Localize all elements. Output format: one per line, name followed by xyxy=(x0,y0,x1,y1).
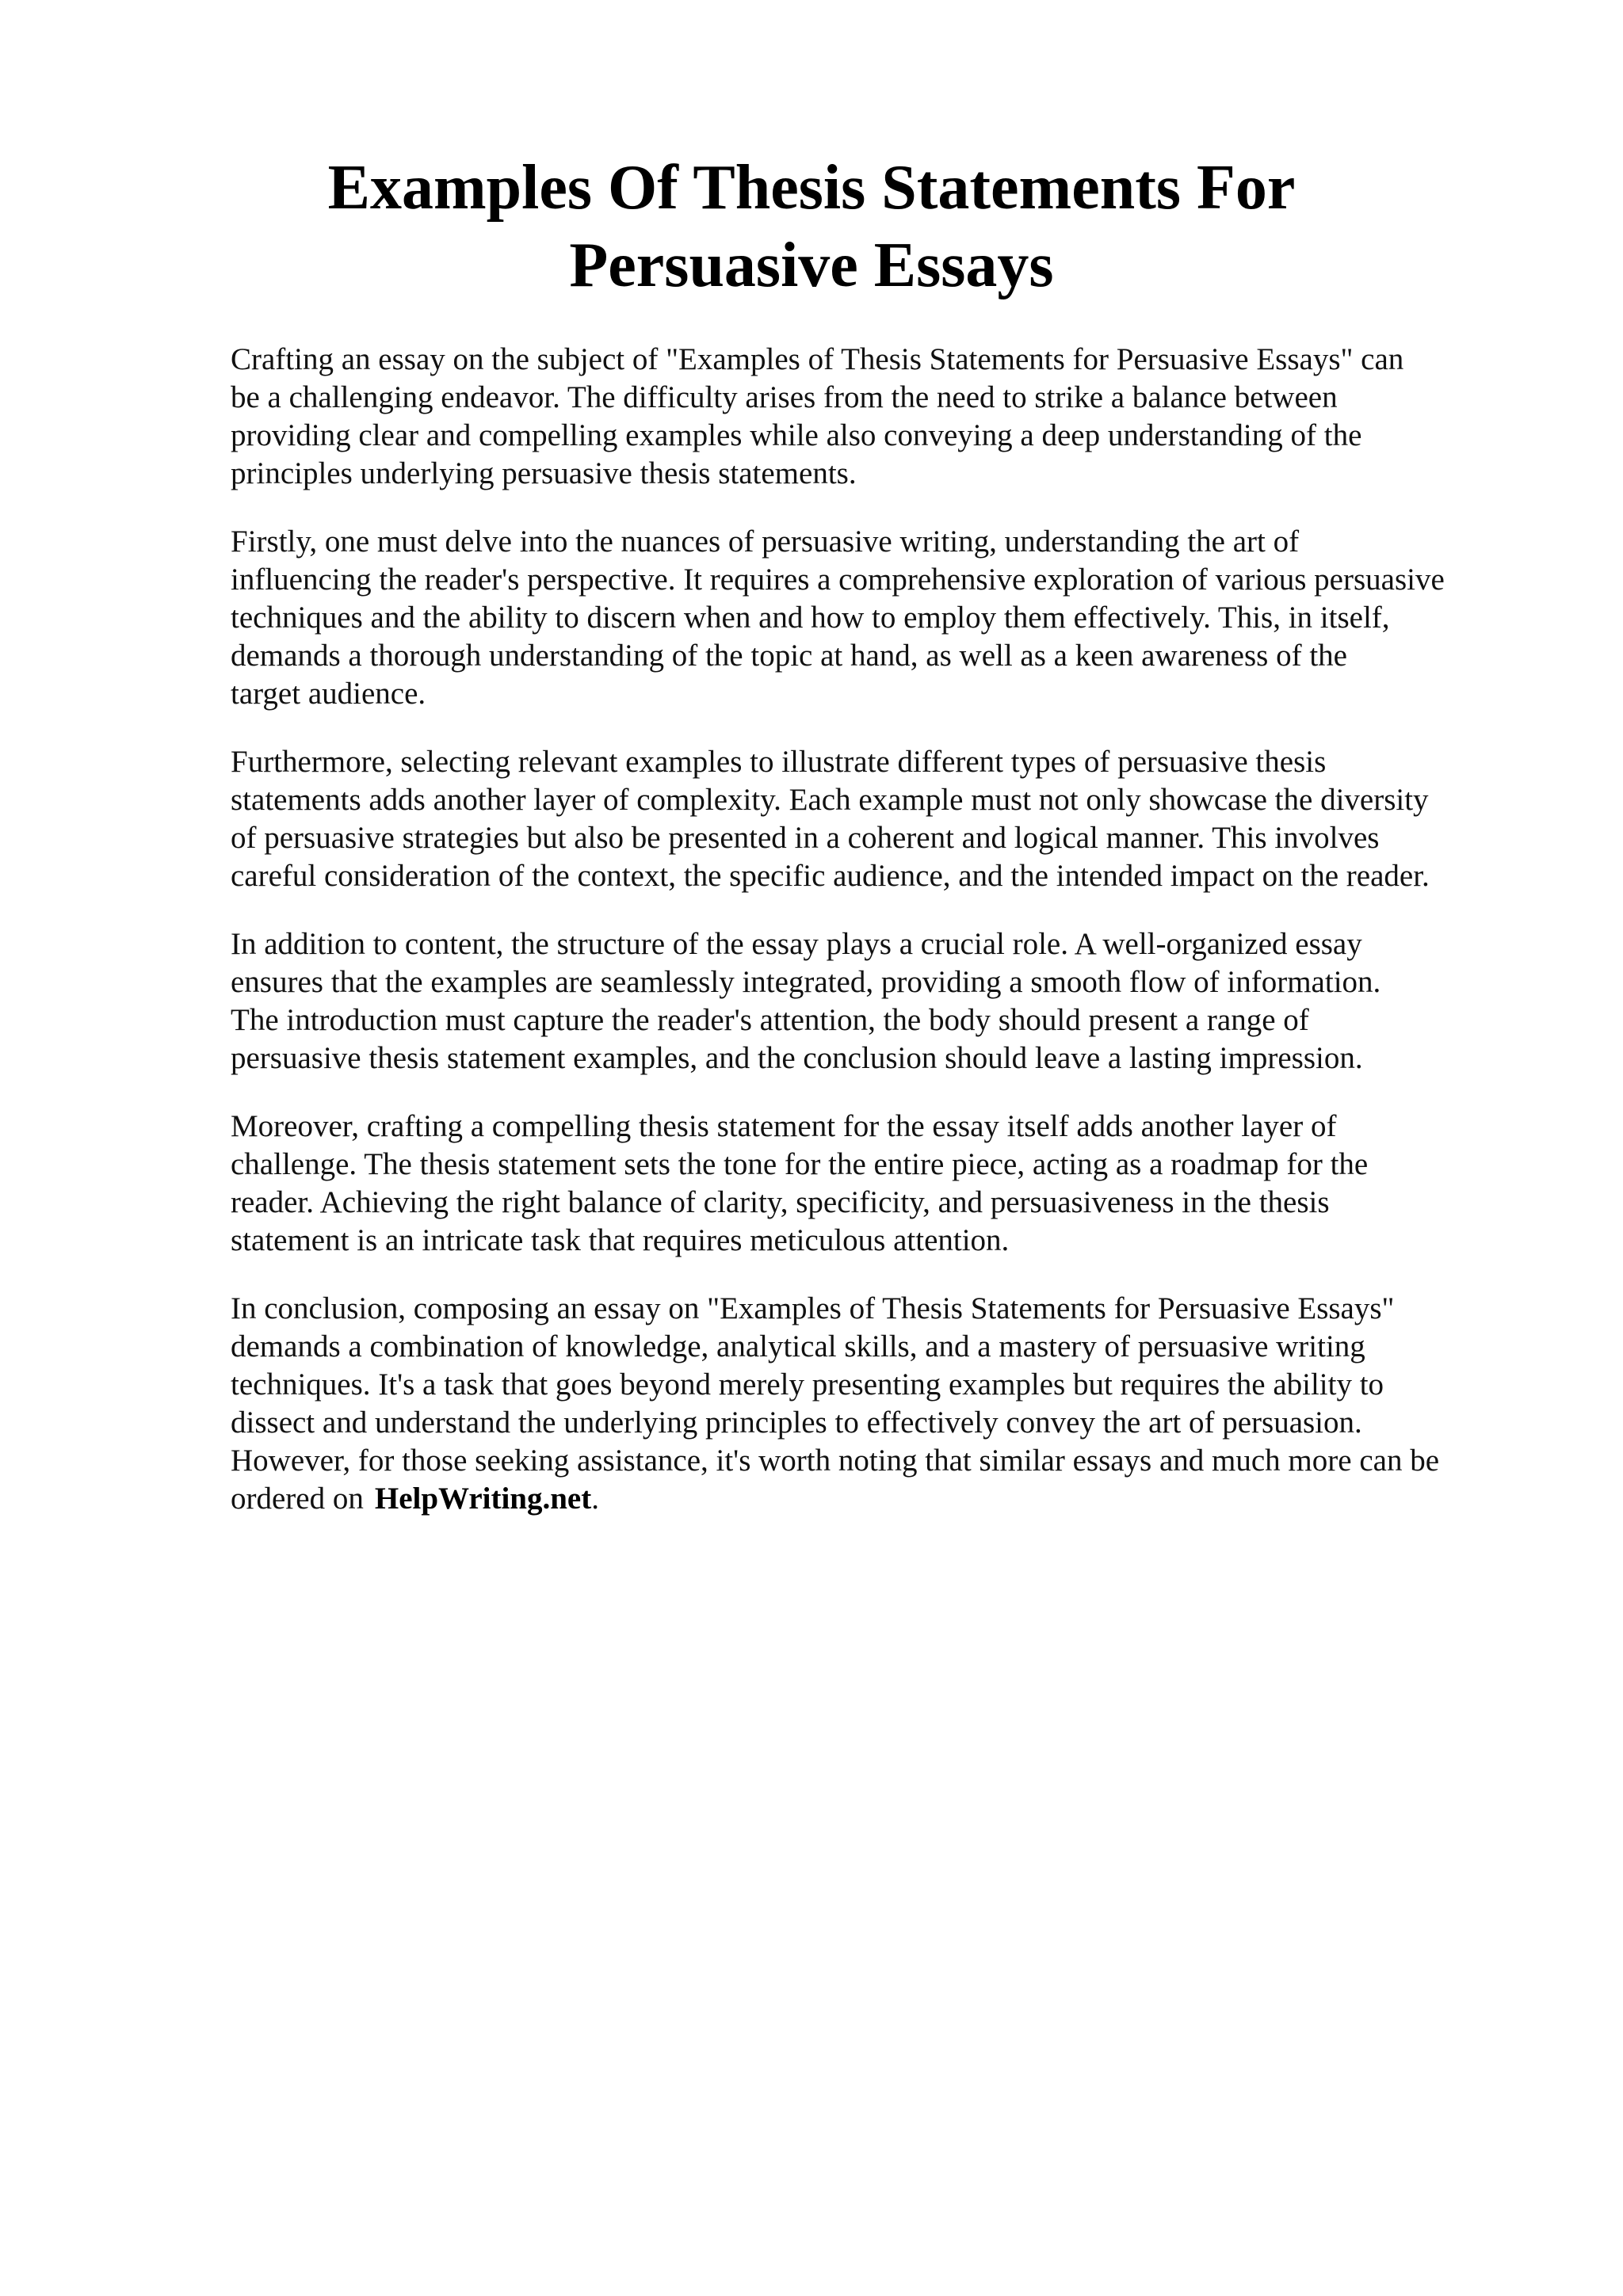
text-line: In conclusion, composing an essay on "Examples of Thesis Statements for Persuasive Essays" xyxy=(231,1291,1395,1325)
paragraph-conclusion xyxy=(231,1290,1530,1518)
title-line-2: Persuasive Essays xyxy=(569,231,1054,300)
text-line: In addition to content, the structure of the essay plays a crucial role. A well-organized essay xyxy=(231,927,1362,961)
text-line: of persuasive strategies but also be presented in a coherent and logical manner. This involves xyxy=(231,821,1380,855)
text-line: persuasive thesis statement examples, and the conclusion should leave a lasting impression. xyxy=(231,1041,1363,1075)
paragraph-structure xyxy=(231,925,1530,1077)
text-line: ensures that the examples are seamlessly integrated, providing a smooth flow of information. xyxy=(231,965,1381,999)
text-line: reader. Achieving the right balance of clarity, specificity, and persuasiveness in the thesis xyxy=(231,1185,1330,1219)
text-line: providing clear and compelling examples while also conveying a deep understanding of the xyxy=(231,418,1362,452)
text-line: dissect and understand the underlying principles to effectively convey the art of persuasion. xyxy=(231,1405,1362,1440)
document-title xyxy=(190,149,1433,304)
document-body xyxy=(231,341,1530,1548)
closing-prefix: ordered on xyxy=(231,1482,364,1516)
text-line: The introduction must capture the reader's attention, the body should present a range of xyxy=(231,1003,1309,1037)
text-line: be a challenging endeavor. The difficulty arises from the need to strike a balance between xyxy=(231,380,1338,414)
text-line: statements adds another layer of complexity. Each example must not only showcase the diversity xyxy=(231,783,1429,817)
text-line: influencing the reader's perspective. It requires a comprehensive exploration of various persuasive xyxy=(231,563,1445,597)
text-line: demands a combination of knowledge, analytical skills, and a mastery of persuasive writing xyxy=(231,1329,1365,1363)
paragraph-firstly xyxy=(231,523,1530,713)
closing-line xyxy=(231,1480,1530,1518)
text-line: Crafting an essay on the subject of "Examples of Thesis Statements for Persuasive Essays" can xyxy=(231,342,1404,376)
paragraph-furthermore xyxy=(231,743,1530,895)
text-line: Firstly, one must delve into the nuances of persuasive writing, understanding the art of xyxy=(231,524,1300,559)
text-line: Furthermore, selecting relevant examples to illustrate different types of persuasive thesis xyxy=(231,745,1327,779)
text-line: techniques. It's a task that goes beyond merely presenting examples but requires the ability to xyxy=(231,1367,1384,1402)
text-line: However, for those seeking assistance, it's worth noting that similar essays and much more can be xyxy=(231,1444,1439,1478)
paragraph-intro xyxy=(231,341,1530,493)
text-line: principles underlying persuasive thesis statements. xyxy=(231,456,857,490)
text-line: challenge. The thesis statement sets the tone for the entire piece, acting as a roadmap for the xyxy=(231,1147,1369,1181)
closing-suffix: . xyxy=(591,1482,599,1516)
text-line: demands a thorough understanding of the topic at hand, as well as a keen awareness of the xyxy=(231,639,1347,673)
text-line: Moreover, crafting a compelling thesis statement for the essay itself adds another layer of xyxy=(231,1109,1337,1143)
paragraph-moreover xyxy=(231,1108,1530,1260)
helpwriting-link[interactable]: HelpWriting.net xyxy=(374,1482,592,1516)
text-line: careful consideration of the context, the specific audience, and the intended impact on the reader. xyxy=(231,859,1430,893)
text-line: techniques and the ability to discern when and how to employ them effectively. This, in itself, xyxy=(231,601,1390,635)
title-line-1: Examples Of Thesis Statements For xyxy=(327,153,1296,223)
text-line: statement is an intricate task that requires meticulous attention. xyxy=(231,1223,1010,1257)
text-line: target audience. xyxy=(231,677,426,711)
